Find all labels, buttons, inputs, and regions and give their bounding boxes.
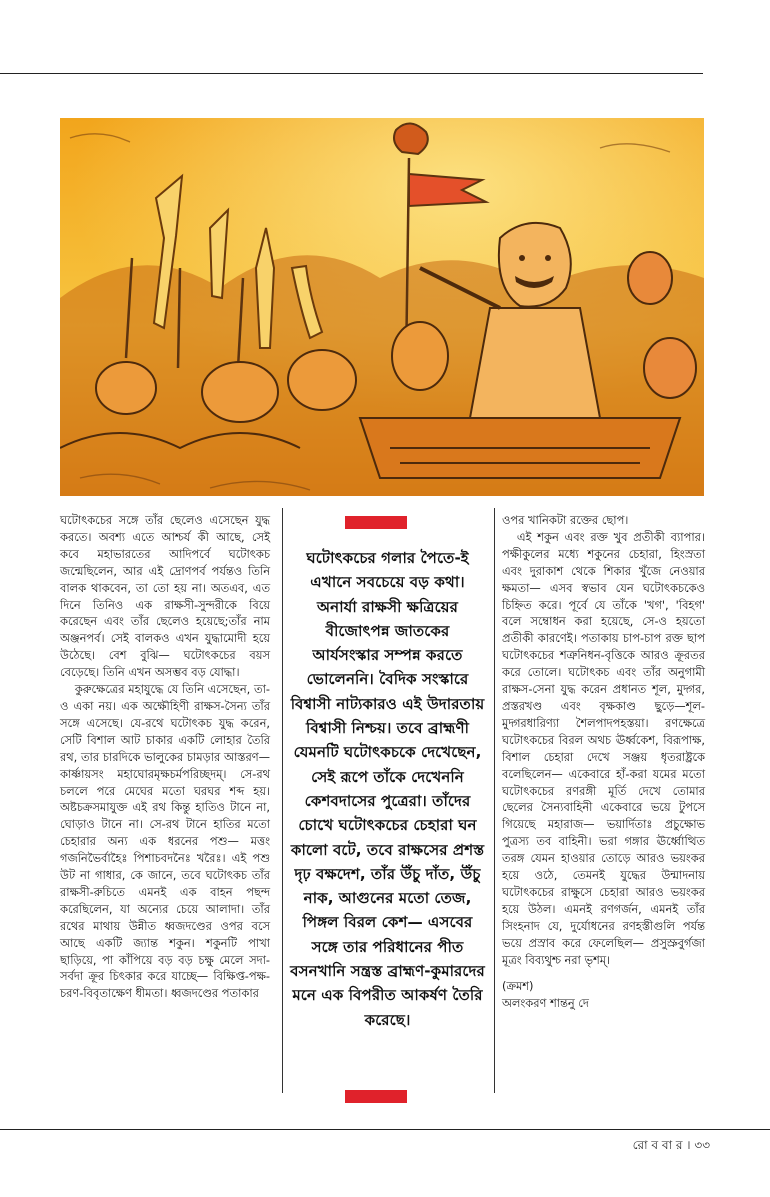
pull-quote-top-bar bbox=[345, 516, 407, 529]
pull-quote-text: ঘটোৎকচের গলার পৈতে-ই এখানে সবচেয়ে বড় কথা। অনার্যা রাক্ষসী ক্ষত্রিয়ের বীজোৎপন্ন জাতকের আর্যসংস্কার সম্পন্ন করতে ভোলেননি। বৈদিক সংস্কারে বিশ্বাসী নাট্যকারও এই উদারতায় বিশ্বাসী নিশ্চয়। তবে ব্রাহ্মণী যেমনটি ঘটোৎকচকে দেখেছেন, সেই রূপে তাঁকে দেখেননি কেশবদাসের পুত্রেরা। তাঁদের চোখে ঘটোৎকচের চেহারা ঘন কালো বটে, তবে রাক্ষসের প্রশস্ত দৃঢ় বক্ষদেশ, তাঁর উঁচু দাঁত, উঁচু নাক, আগুনের মতো তেজ, পিঙ্গল বিরল কেশ— এসবের সঙ্গে তার পরিধানের পীত বসনখানি সন্ত্রস্ত ব্রাহ্মণ-কুমারদের মনে এক বিপরীত আকর্ষণ তৈরি করেছে। bbox=[290, 549, 485, 1029]
illustration-credit: অলংকরণ শান্তনু দে bbox=[502, 996, 589, 1011]
battle-illustration bbox=[60, 118, 704, 496]
page-folio: রো ব বা র । ৩৩ bbox=[632, 1138, 710, 1152]
top-rule bbox=[0, 73, 703, 74]
pull-quote-bottom-bar bbox=[345, 1090, 407, 1103]
column-divider bbox=[494, 508, 495, 1093]
pull-quote-box bbox=[290, 512, 485, 1112]
body-paragraph: ঘটোৎকচের সঙ্গে তাঁর ছেলেও এসেছেন যুদ্ধ করতে। অবশ্য এতে আশ্চর্য কী আছে, সেই কবে মহাভারতের আদিপর্বে ঘটোৎকচ জন্মেছিলেন, আর এই দ্রোণপর্ব পর্যন্তও তিনি বালক থাকবেন, তা তো হয় না। অতএব, এত দিনে তিনিও এক রাক্ষসী-সুন্দরীকে বিয়ে করেছেন এবং তাঁর ছেলেও হয়েছে;তাঁর নাম অঞ্জনপর্ব। সেই বালকও এখন যুদ্ধামোদী হয়ে উঠেছে। বেশ বুঝি— ঘটোৎকচের বয়স বেড়েছে। তিনি এখন অসম্ভব বড় যোদ্ধা। bbox=[60, 513, 270, 680]
continued-note: (ক্রমশ) bbox=[502, 979, 534, 994]
body-paragraph: ওপর খানিকটা রক্তের ছোপ। bbox=[502, 513, 629, 527]
left-body-column bbox=[60, 512, 270, 1002]
column-divider bbox=[282, 508, 283, 1093]
body-paragraph: কুরুক্ষেত্রের মহাযুদ্ধে যে তিনি এসেছেন, তা-ও একা নয়। এক অক্ষৌহিণী রাক্ষস-সৈন্য তাঁর সঙ্গে এসেছে। যে-রথে ঘটোৎকচ যুদ্ধ করেন, সেটি বিশাল আট চাকার একটি লোহার তৈরি রথ, তার চারদিকে ভালুকের চামড়ার আস্তরণ— কার্ষ্ণায়সং মহাঘোরমৃক্ষচর্মপরিচ্ছদম্। সে-রথ চললে পরে মেঘের মতো ঘরঘর শব্দ হয়। অষ্টচক্রসমাযুক্ত এই রথ কিন্তু হাতিও টানে না, ঘোড়াও টানে না। সে-রথ টানে হাতির মতো চেহারার অন্য এক ধরনের পশু— মত্তং গজনিভৈর্বাহৈঃ পিশাচবদনৈঃ খরৈঃ। এই পশু উট না গাধার, কে জানে, তবে ঘটোৎকচ তাঁর রাক্ষসী-রুচিতে এমনই এক বাহন পছন্দ করেছিলেন, যা অন্যের চেয়ে আলাদা। তাঁর রথের মাথায় উন্নীত ধ্বজদণ্ডের ওপর বসে আছে একটি জ্যান্ত শকুন। শকুনটি পাখা ছাড়িয়ে, পা কাঁপিয়ে বড় বড় চক্ষু মেলে সদা-সর্বদা ক্রূর চিৎকার করে যাচ্ছে— বিক্ষিপ্ত-পক্ষ-চরণ-বিবৃতাক্ষেণ ধীমতা। ধ্বজদণ্ডের পতাকার bbox=[60, 682, 270, 1001]
right-body-column bbox=[502, 512, 705, 1012]
bottom-rule bbox=[0, 1129, 770, 1130]
body-paragraph: এই শকুন এবং রক্ত খুব প্রতীকী ব্যাপার। পক্ষীকুলের মধ্যে শকুনের চেহারা, হিংস্রতা এবং দুরাকাশ থেকে শিকার খুঁজে নেওয়ার ক্ষমতা— এসব স্বভাব যেন ঘটোৎকচকেও চিহ্নিত করে। পূর্বে যে তাঁকে 'খগ', 'বিহগ' বলে সম্বোধন করা হয়েছে, সে-ও হয়তো প্রতীকী কারণেই। পতাকায় চাপ-চাপ রক্ত ছাপ ঘটোৎকচের শত্রুনিধন-বৃত্তিকে আরও ক্রূরতর করে তোলে। ঘটোৎকচ এবং তাঁর অনুগামী রাক্ষস-সেনা যুদ্ধ করেন প্রধানত শূল, মুদ্গর, প্রস্তরখণ্ড এবং বৃক্ষকাণ্ড ছুড়ে—শূল-মুদ্গরধারিণ্যা শৈলপাদপহস্তয়া। রণক্ষেত্রে ঘটোৎকচের বিরল অথচ ঊর্ধ্বকেশ, বিরূপাক্ষ, বিশাল চেহারা দেখে সঞ্জয় ধৃতরাষ্ট্রকে বলেছিলেন— একেবারে হাঁ-করা যমের মতো ঘটোৎকচের রণরঙ্গী মূর্তি দেখে তোমার ছেলের সৈন্যবাহিনী একেবারে ভয়ে টুপসে গিয়েছে মহারাজ— ভয়ার্দিতাঃ প্রচুক্ষোভ পুত্রস্য তব বাহিনী। ভরা গঙ্গার ঊর্ধ্বোত্থিত তরঙ্গ যেমন হাওয়ার তোড়ে আরও ভয়ংকর হয়ে ওঠে, তেমনই যুদ্ধের উন্মাদনায় ঘটোৎকচের রাক্ষুসে চেহারা আরও ভয়ংকর হয়ে উঠল। এমনই রণগর্জন, এমনই তাঁর সিংহনাদ যে, দুর্যোধনের রণহস্তীগুলি পর্যন্ত ভয়ে প্রস্রাব করে ফেলেছিল— প্রসুস্রুবুর্গজা মূত্রং বিব্যথুশ্চ নরা ভৃশম্। bbox=[502, 529, 705, 967]
